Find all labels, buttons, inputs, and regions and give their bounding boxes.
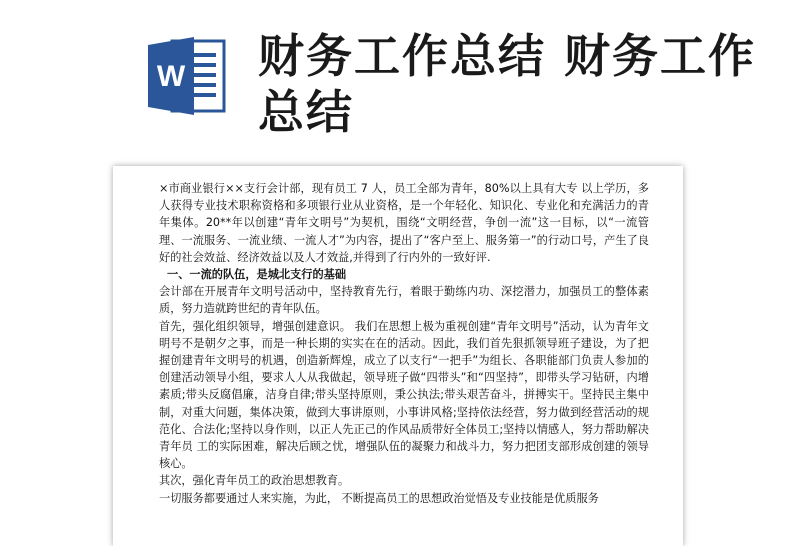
paragraph-intro: ×市商业银行××支行会计部，现有员工 7 人，员工全部为青年，80%以上具有大专 以上学历，多人获得专业技术职称资格和多项银行业从业资格，是一个年轻化、知识化、专业化和充满活力的青年集体。20**年以创建“青年文明号”为契机，围绕“文明经营，争创一流”这一目标，以“一流管理、一流服务、一流业绩、一流人才”为内容，提出了“客户至上、服务第一”的行动口号，产生了良好的社会效益、经济效益以及人才效益,并得到了行内外的一致好评. bbox=[159, 182, 649, 264]
paragraph-second-point: 其次，强化青年员工的政治思想教育。 bbox=[159, 474, 350, 488]
svg-text:W: W bbox=[156, 60, 186, 93]
page-title: 财务工作总结 财务工作总结 bbox=[258, 29, 757, 139]
paragraph-section-intro: 会计部在开展青年文明号活动中，坚持教育先行，着眼于勤练内功、深挖潜力，加强员工的整体素质，努力造就跨世纪的青年队伍。 bbox=[159, 285, 649, 316]
section-heading: 一、一流的队伍，是城北支行的基础 bbox=[167, 268, 347, 282]
header bbox=[0, 0, 800, 160]
document-preview bbox=[113, 166, 683, 546]
paragraph-service: 一切服务都要通过人来实施，为此， 不断提高员工的思想政治觉悟及专业技能是优质服务 bbox=[159, 491, 599, 505]
document-body bbox=[113, 166, 683, 507]
paragraph-first-point: 首先，强化组织领导，增强创建意识。 我们在思想上极为重视创建“青年文明号”活动，认为青年文明号不是朝夕之事，而是一种长期的实实在在的活动。因此，我们首先狠抓领导班子建设，为了把握创建青年文明号的机遇，创造新辉煌，成立了以支行“一把手”为组长、各职能部门负责人参加的创建活动领导小组，要求人人从我做起，领导班子做“四带头”和“四坚持”，即带头学习钻研，内增素质;带头反腐倡廉，洁身自律;带头坚持原则，秉公执法;带头艰苦奋斗，拼搏实干。坚持民主集中制，对重大问题，集体决策，做到大事讲原则，小事讲风格;坚持依法经营，努力做到经营活动的规范化、合法化;坚持以身作则，以正人先正己的作风品质带好全体员工;坚持以情感人，努力帮助解决青年员 工的实际困难，解决后顾之忧，增强队伍的凝聚力和战斗力，努力把团支部形成创建的领导核心。 bbox=[159, 319, 649, 471]
word-document-icon bbox=[144, 33, 230, 119]
